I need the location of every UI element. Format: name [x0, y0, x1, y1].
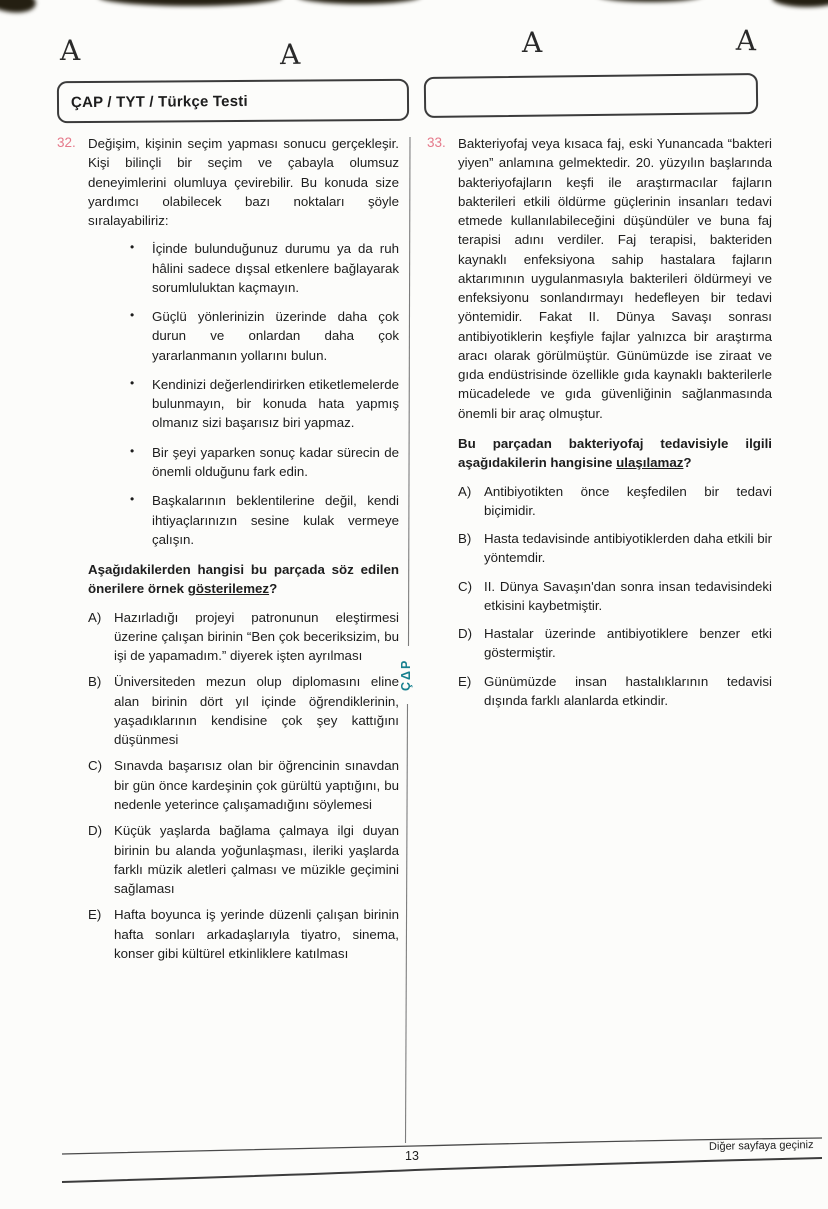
scan-artifact [772, 0, 828, 7]
answer-option-b [458, 529, 772, 568]
stem-text: ? [269, 581, 278, 597]
answer-option-b [88, 672, 399, 749]
answer-option-a [458, 482, 772, 521]
scan-artifact [296, 0, 422, 4]
list-item [88, 491, 399, 549]
bullet-icon: • [130, 375, 135, 390]
option-label: E) [88, 907, 102, 923]
answer-option-c [458, 577, 772, 616]
bullet-text: Başkalarının beklentilerine değil, kendi ihtiyaçlarınızın sesine kulak vermeye çalışın. [152, 493, 399, 547]
question-33 [427, 134, 772, 719]
option-text: II. Dünya Savaşın'dan sonra insan tedavisindeki etkisini kaybetmiştir. [484, 578, 772, 613]
option-label: C) [458, 578, 473, 594]
question-number: 32. [57, 135, 76, 150]
list-item [88, 307, 399, 365]
option-label: E) [458, 673, 472, 689]
scan-artifact [597, 0, 703, 2]
bullet-icon: • [130, 240, 135, 255]
option-label: A) [458, 483, 472, 499]
option-text: Üniversiteden mezun olup diplomasını eline alan birinin dört yıl içinde öğrendiklerinin, yaşadıklarının kendisine çok şey kattığını düşünmesi [114, 674, 399, 748]
option-text: Antibiyotikten önce keşfedilen bir tedavi biçimidir. [484, 483, 772, 518]
answer-option-e [458, 672, 772, 711]
empty-title-box [424, 73, 758, 118]
stem-text: ? [683, 455, 692, 471]
booklet-letter: A [522, 26, 543, 59]
bullet-text: Bir şeyi yaparken sonuç kadar sürecin de önemli olduğunu fark edin. [152, 444, 399, 479]
stem-text: Bu parçadan bakteriyofaj tedavisiyle ilgili aşağıdakilerin hangisine [458, 435, 772, 471]
list-item [88, 443, 399, 482]
option-label: C) [88, 758, 103, 774]
test-title-box [57, 79, 409, 123]
bullet-text: Kendinizi değerlendirirken etiketlemelerde bulunmayın, bir konuda hata yapmış olmanız sizi başarısız biri yapmaz. [152, 376, 399, 431]
option-text: Hasta tedavisinde antibiyotiklerden daha etkili bir yöntemdir. [484, 531, 772, 566]
left-column [57, 134, 399, 970]
bullet-icon: • [130, 308, 135, 323]
cap-logo-watermark: ÇΔP [399, 658, 413, 692]
option-text: Hazırladığı projeyi patronunun eleştirmesi üzerine çalışan birinin “Ben çok beceriksizim, bu işi de yapamadım.” diyerek işten ayrılması [114, 609, 399, 664]
bullet-icon: • [130, 492, 135, 507]
question-number: 33. [427, 135, 446, 150]
booklet-letter: A [279, 37, 301, 72]
stem-keyword: gösterilemez [187, 581, 270, 597]
option-text: Hafta boyunca iş yerinde düzenli çalışan birinin hafta sonları arkadaşlarıyla tiyatro, sinema, konser gibi kültürel etkinliklere katılması [114, 907, 399, 961]
question-body [458, 134, 772, 719]
page-number: 13 [405, 1149, 419, 1163]
next-page-note: Diğer sayfaya geçiniz [709, 1139, 815, 1153]
option-text: Sınavda başarısız olan bir öğrencinin sınavdan bir gün önce kardeşinin çok gürültü yaptığını, bu nedenle yeterince çalışamadığını söylemesi [114, 758, 399, 812]
option-label: D) [88, 823, 103, 839]
booklet-letter: A [60, 34, 81, 67]
bullet-icon: • [130, 443, 135, 458]
option-text: Günümüzde insan hastalıklarının tedavisi dışında farklı alanlarda etkindir. [484, 673, 772, 708]
right-column [427, 134, 772, 719]
option-text: Hastalar üzerinde antibiyotiklere benzer etki göstermiştir. [484, 626, 772, 661]
option-label: A) [88, 609, 102, 625]
scan-artifact [98, 0, 283, 6]
stem-keyword: ulaşılamaz [616, 455, 684, 471]
list-item [88, 239, 399, 297]
option-label: B) [88, 674, 102, 690]
option-text: Küçük yaşlarda bağlama çalmaya ilgi duyan birinin bu alanda yoğunlaşması, ileriki yaşlarda farklı müzik aletleri çalması ve müzikle geçimini sağlaması [114, 823, 399, 897]
answer-option-d [88, 821, 399, 898]
answer-option-a [88, 608, 399, 666]
bullet-text: İçinde bulunduğunuz durumu ya da ruh hâlini sadece dışsal etkenlere bağlayarak sorumluluktan kaçmayın. [152, 241, 399, 295]
answer-option-c [88, 756, 399, 814]
question-intro: Değişim, kişinin seçim yapması sonucu gerçekleşir. Kişi bilinçli bir seçim ve çabayla olumsuz deneyimlerini olumluya çevirebilir. Bu konuda size yardımcı olabilecek bazı noktaları şöyle sıralayabiliriz: [88, 136, 399, 229]
question-stem [458, 434, 772, 473]
option-label: D) [458, 626, 473, 642]
test-title: ÇAP / TYT / Türkçe Testi [70, 92, 248, 111]
option-label: B) [458, 531, 472, 547]
stem-text: Aşağıdakilerden hangisi bu parçada söz edilen önerilere örnek [88, 562, 399, 597]
question-paragraph: Bakteriyofaj veya kısaca faj, eski Yunancada “bakteri yiyen” anlamına gelmektedir. 20. yüzyılın başlarında bakteriyofajların keşfi ile araştırmacılar fajların bakterileri etkili öldürme güçlerinin insanları tedavi etmede kullanılabileceğini düşündüler ve buna faj terapisi adını verdiler. Faj terapisi, bakteriden kaynaklı enfeksiyona sahip hastalara fajların aktarımının uygulanmasıyla bakterileri öldürmeyi ve enfeksiyonu sonlandırmayı hedefleyen bir tedavi yöntemidir. Fakat II. Dünya Savaşı sonrası antibiyotiklerin keşfiyle fajlar yalnızca bir araştırma aracı olarak görülmüştür. Günümüzde ise ziraat ve gıda endüstrisinde özellikle gıda kaynaklı bakterilerle mücadelede ve gıda güvenliğinin sağlanmasında önemli bir araç olmuştur. [458, 136, 772, 421]
answer-option-d [458, 624, 772, 663]
bullet-text: Güçlü yönlerinizin üzerinde daha çok durun ve onlardan daha çok yararlanmanın yollarını bulun. [152, 309, 399, 363]
scan-artifact [0, 0, 38, 16]
answer-option-e [88, 905, 399, 963]
question-32 [57, 134, 399, 970]
list-item [88, 375, 399, 433]
booklet-letter: A [735, 23, 757, 58]
question-stem [88, 560, 399, 599]
question-body [88, 134, 399, 970]
